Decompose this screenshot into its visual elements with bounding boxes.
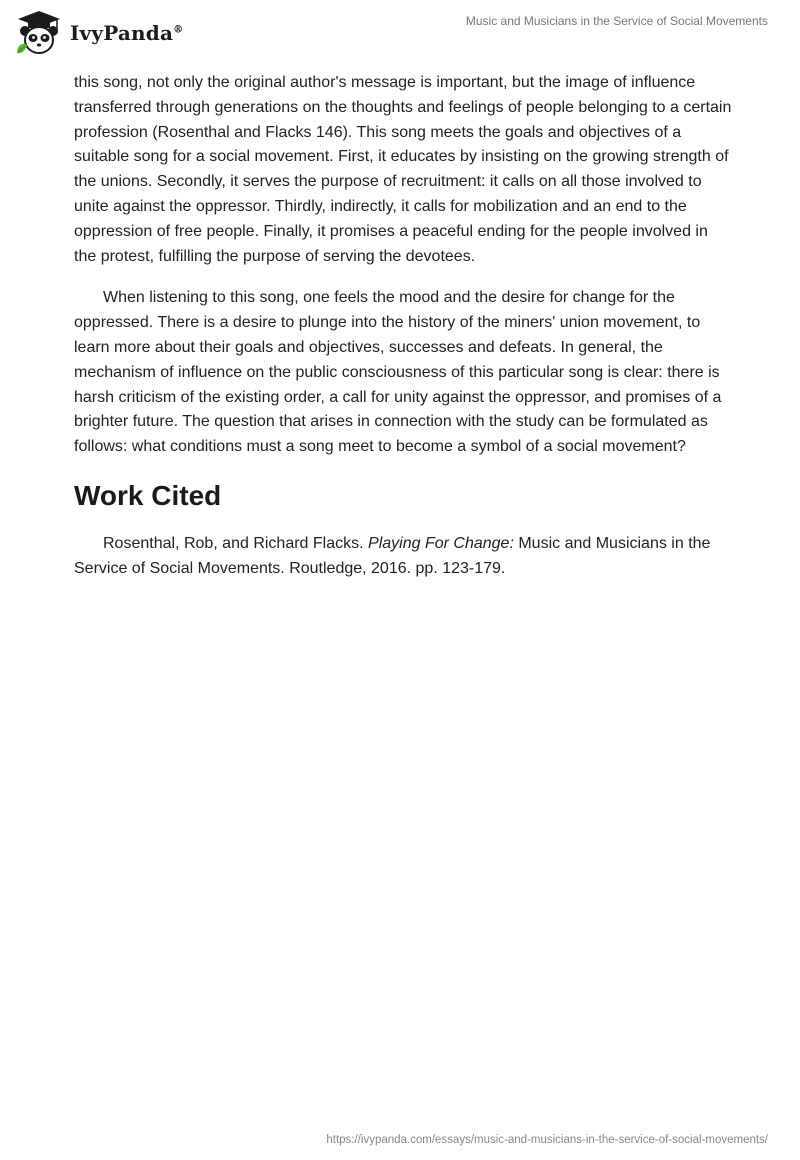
citation-title: Playing For Change: xyxy=(368,534,514,552)
page-header xyxy=(0,0,800,70)
panda-graduation-cap-icon xyxy=(14,9,64,57)
ivypanda-logo[interactable] xyxy=(14,9,183,57)
document-title: Music and Musicians in the Service of Social Movements xyxy=(465,14,768,28)
citation-details: Music and Musicians in the Service of Social Movements. Routledge, 2016. pp. 123-179. xyxy=(74,534,711,577)
citation-authors: Rosenthal, Rob, and Richard Flacks. xyxy=(103,534,364,552)
essay-content xyxy=(74,71,734,582)
citation-entry xyxy=(74,532,734,582)
body-paragraph-2: When listening to this song, one feels the mood and the desire for change for the oppressed. There is a desire to plunge into the history of the miners' union movement, to learn more about their goals and objectives, successes and defeats. In general, the mechanism of influence on the public consciousness of this particular song is clear: there is harsh criticism of the existing order, a call for unity against the oppressor, and promises of a brighter future. The question that arises in connection with the study can be formulated as follows: what conditions must a song meet to become a symbol of a social movement? xyxy=(74,289,722,456)
works-cited-heading: Work Cited xyxy=(74,479,222,511)
footer-url[interactable]: https://ivypanda.com/essays/music-and-musicians-in-the-service-of-social-movements/ xyxy=(326,1134,768,1146)
brand-name: IvyPanda® xyxy=(70,21,184,45)
body-paragraph-1: this song, not only the original author's message is important, but the image of influence transferred through generations on the thoughts and feelings of people belonging to a certain profession (Rosenthal and Flacks 146). This song meets the goals and objectives of a suitable song for a social movement. First, it educates by insisting on the growing strength of the unions. Secondly, it serves the purpose of recruitment: it calls on all those involved to unite against the oppressor. Thirdly, indirectly, it calls for mobilization and an end to the oppression of free people. Finally, it promises a peaceful ending for the people involved in the protest, fulfilling the purpose of serving the devotees. xyxy=(74,74,732,265)
